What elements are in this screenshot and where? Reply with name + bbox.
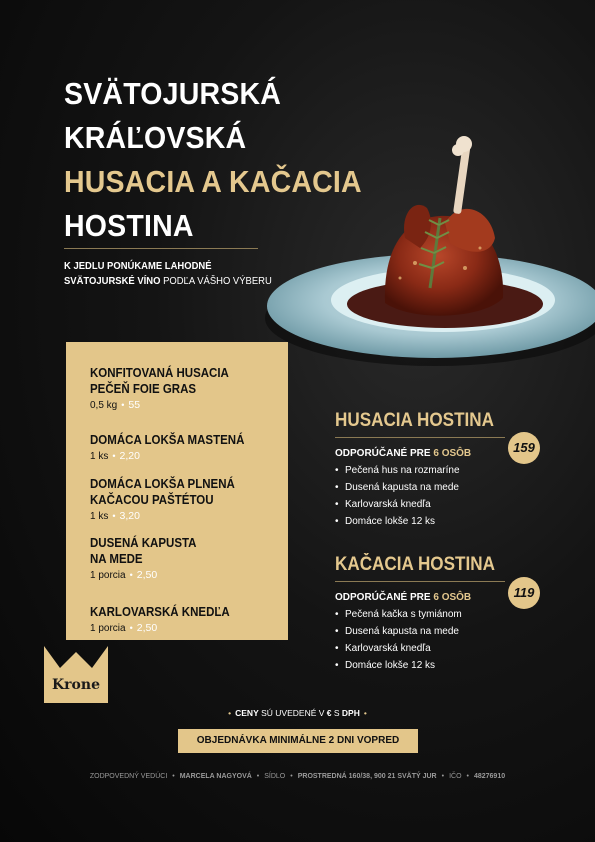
list-item: • Domáce lokše 12 ks <box>335 513 545 530</box>
rec-prefix: ODPORÚČANÉ PRE <box>335 448 431 459</box>
item-price: 2,50 <box>136 569 158 581</box>
list-item: • Domáce lokše 12 ks <box>335 657 545 674</box>
list-item <box>90 365 280 413</box>
menu-title: KAČACIA HOSTINA <box>335 554 495 575</box>
rec-count: 6 OSÔB <box>433 592 472 603</box>
rec-count: 6 OSÔB <box>433 448 472 459</box>
item-price: 55 <box>128 399 141 411</box>
menu-items <box>335 462 545 530</box>
list-item <box>90 476 280 524</box>
separator-dot: • <box>129 570 133 580</box>
duck-feast-menu <box>335 554 545 674</box>
price-list-box <box>66 342 288 640</box>
item-name: DUSENÁ KAPUSTA <box>90 536 197 550</box>
footer-label: IČO <box>449 773 462 780</box>
item-name: NA MEDE <box>90 552 143 566</box>
vat-mid: SÚ UVEDENÉ V <box>258 708 327 718</box>
title-line-1: SVÄTOJURSKÁ <box>64 76 282 111</box>
crown-logo-icon <box>44 646 108 703</box>
menu-divider <box>335 437 505 438</box>
title-line-2: KRÁĽOVSKÁ <box>64 120 247 155</box>
separator-dot: • <box>121 400 125 410</box>
menu-divider <box>335 581 505 582</box>
item-name: KARLOVARSKÁ KNEDĽA <box>90 605 230 619</box>
duck-feast-price-badge: 119 <box>508 577 540 609</box>
menu-title: HUSACIA HOSTINA <box>335 410 494 431</box>
item-meta <box>90 398 280 413</box>
wine-note-line-2 <box>64 274 272 289</box>
wine-note <box>64 259 272 289</box>
list-item: • Karlovarská knedľa <box>335 640 545 657</box>
footer-value: 48276910 <box>473 773 506 780</box>
list-item: • Dusená kapusta na mede <box>335 479 545 496</box>
roast-duck-plate-image <box>255 128 595 388</box>
separator-dot: • <box>228 708 232 718</box>
separator-dot: • <box>172 773 175 780</box>
list-item: • Dusená kapusta na mede <box>335 623 545 640</box>
logo-text: Krone <box>52 677 100 693</box>
vat-s: S <box>331 708 342 718</box>
title-line-4: HOSTINA <box>64 208 194 243</box>
separator-dot: • <box>112 511 116 521</box>
footer-value: MARCELA NAGYOVÁ <box>179 773 252 780</box>
list-item: • Pečená kačka s tymiánom <box>335 606 545 623</box>
goose-feast-price-badge: 159 <box>508 432 540 464</box>
rec-prefix: ODPORÚČANÉ PRE <box>335 592 431 603</box>
item-name: KONFITOVANÁ HUSACIA <box>90 366 229 380</box>
separator-dot: • <box>466 773 469 780</box>
vat-ceny: CENY <box>235 708 259 718</box>
item-name: PEČEŇ FOIE GRAS <box>90 382 197 396</box>
item-name: KAČACOU PAŠTÉTOU <box>90 493 214 507</box>
item-meta <box>90 568 280 583</box>
title-divider <box>64 248 258 249</box>
wine-note-line-1: K JEDLU PONÚKAME LAHODNÉ <box>64 260 212 272</box>
list-item: • Pečená hus na rozmaríne <box>335 462 545 479</box>
wine-note-bold: SVÄTOJURSKÉ VÍNO <box>64 275 161 287</box>
krone-logo <box>44 646 108 703</box>
footer <box>0 773 595 780</box>
title-line-3: HUSACIA A KAČACIA <box>64 164 362 199</box>
item-meta <box>90 621 280 636</box>
vat-dph: DPH <box>341 708 360 718</box>
menu-items <box>335 606 545 674</box>
separator-dot: • <box>441 773 445 780</box>
vat-euro: € <box>326 708 332 718</box>
footer-value: PROSTREDNÁ 160/38, 900 21 SVÄTÝ JUR <box>297 773 437 780</box>
item-price: 2,20 <box>119 450 140 462</box>
footer-label: SÍDLO <box>264 773 286 780</box>
item-price: 3,20 <box>119 510 140 522</box>
separator-dot: • <box>112 451 116 461</box>
item-unit: 1 porcia <box>90 570 126 581</box>
item-unit: 1 porcia <box>90 623 126 634</box>
goose-feast-menu <box>335 410 545 530</box>
vat-note <box>0 708 595 718</box>
footer-label: ZODPOVEDNÝ VEDÚCI <box>89 773 168 780</box>
list-item <box>90 535 280 583</box>
item-meta <box>90 509 280 524</box>
separator-dot: • <box>256 773 260 780</box>
item-price: 2,50 <box>136 622 158 634</box>
list-item: • Karlovarská knedľa <box>335 496 545 513</box>
item-name: DOMÁCA LOKŠA MASTENÁ <box>90 433 245 447</box>
item-name: DOMÁCA LOKŠA PLNENÁ <box>90 477 235 491</box>
separator-dot: • <box>363 708 367 718</box>
separator-dot: • <box>129 623 133 633</box>
list-item <box>90 604 280 636</box>
wine-note-rest: PODĽA VÁŠHO VÝBERU <box>160 275 272 287</box>
item-unit: 0,5 kg <box>90 400 118 411</box>
item-unit: 1 ks <box>90 451 109 462</box>
separator-dot: • <box>290 773 293 780</box>
item-meta <box>90 449 280 464</box>
order-note: OBJEDNÁVKA MINIMÁLNE 2 DNI VOPRED <box>178 729 418 753</box>
list-item <box>90 432 280 464</box>
item-unit: 1 ks <box>90 511 109 522</box>
